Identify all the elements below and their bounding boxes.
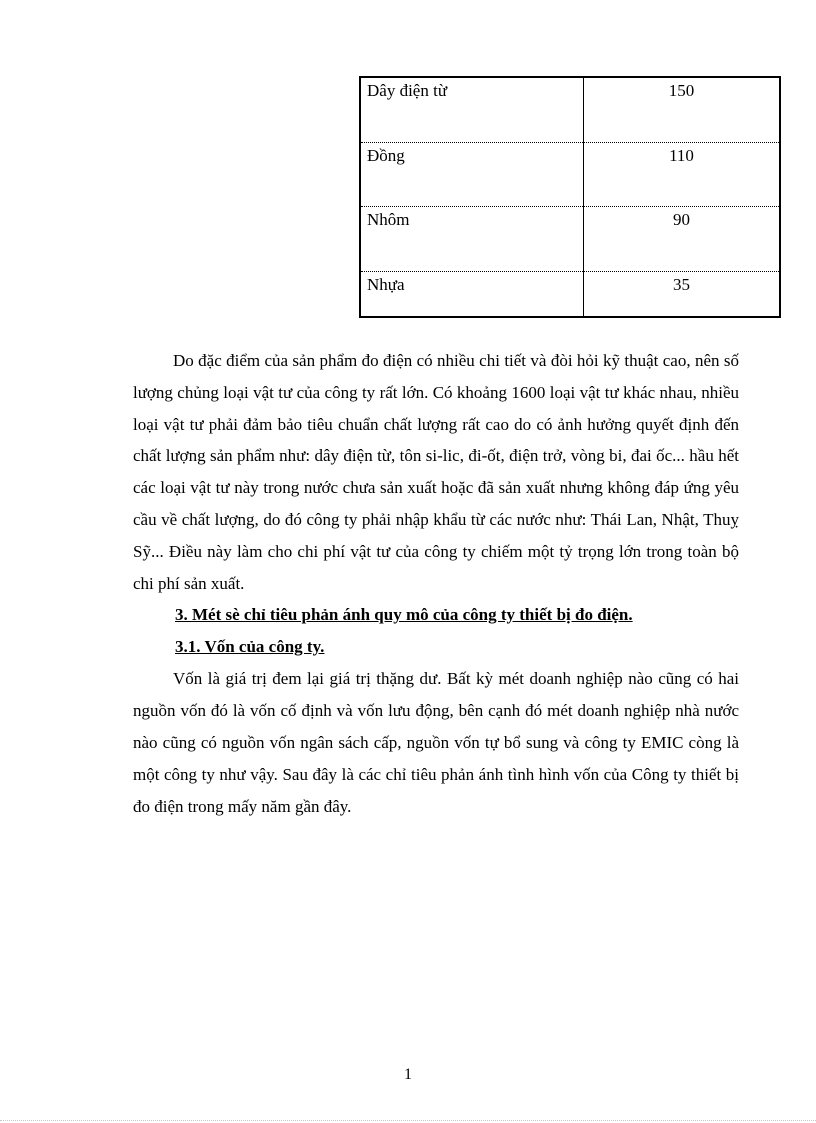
material-name-cell: Dây điện từ (360, 77, 584, 142)
table-row (360, 271, 780, 317)
material-value-cell: 110 (584, 142, 781, 207)
material-name-cell: Nhôm (360, 207, 584, 272)
table-row (360, 142, 780, 207)
material-name-cell: Nhựa (360, 271, 584, 317)
material-value-cell: 35 (584, 271, 781, 317)
material-value-cell: 90 (584, 207, 781, 272)
table-row (360, 77, 780, 142)
subsection-heading: 3.1. Vốn của công ty. (175, 637, 325, 657)
material-name-cell: Đồng (360, 142, 584, 207)
paragraph-materials: Do đặc điểm của sản phẩm đo điện có nhiều chi tiết và đòi hỏi kỹ thuật cao, nên số lượng chủng loại vật tư của công ty rất lớn. Có khoảng 1600 loại vật tư khác nhau, nhiều loại vật tư phải đảm bảo tiêu chuẩn chất lượng rất cao do có ảnh hưởng quyết định đến chất lượng sản phẩm như: dây điện từ, tôn si-lic, đi-ốt, điện trở, vòng bi, đai ốc... hầu hết các loại vật tư này trong nước chưa sản xuất hoặc đã sản xuất nhưng không đáp ứng yêu cầu về chất lượng, do đó công ty phải nhập khẩu từ các nước như: Thái Lan, Nhật, Thuỵ Sỹ... Điều này làm cho chi phí vật tư của công ty chiếm một tỷ trọng lớn trong toàn bộ chi phí sản xuất. (133, 351, 739, 593)
table-row (360, 207, 780, 272)
materials-table (359, 76, 781, 318)
footer-divider (0, 1120, 816, 1121)
material-value-cell: 150 (668, 81, 695, 100)
paragraph-capital: Vốn là giá trị đem lại giá trị thặng dư. Bất kỳ mét doanh nghiệp nào cũng có hai nguồn vốn đó là vốn cố định và vốn lưu động, bên cạnh đó mét doanh nghiệp nhà nước nào cũng có nguồn vốn ngân sách cấp, nguồn vốn tự bổ sung và công ty EMIC còng là một công ty như vậy. Sau đây là các chỉ tiêu phản ánh tình hình vốn của Công ty thiết bị đo điện trong mấy năm gần đây. (133, 669, 739, 816)
section-heading: 3. Mét sè chỉ tiêu phản ánh quy mô của công ty thiết bị đo điện. (175, 605, 633, 625)
body-text (133, 345, 739, 822)
page-number: 1 (404, 1066, 412, 1083)
